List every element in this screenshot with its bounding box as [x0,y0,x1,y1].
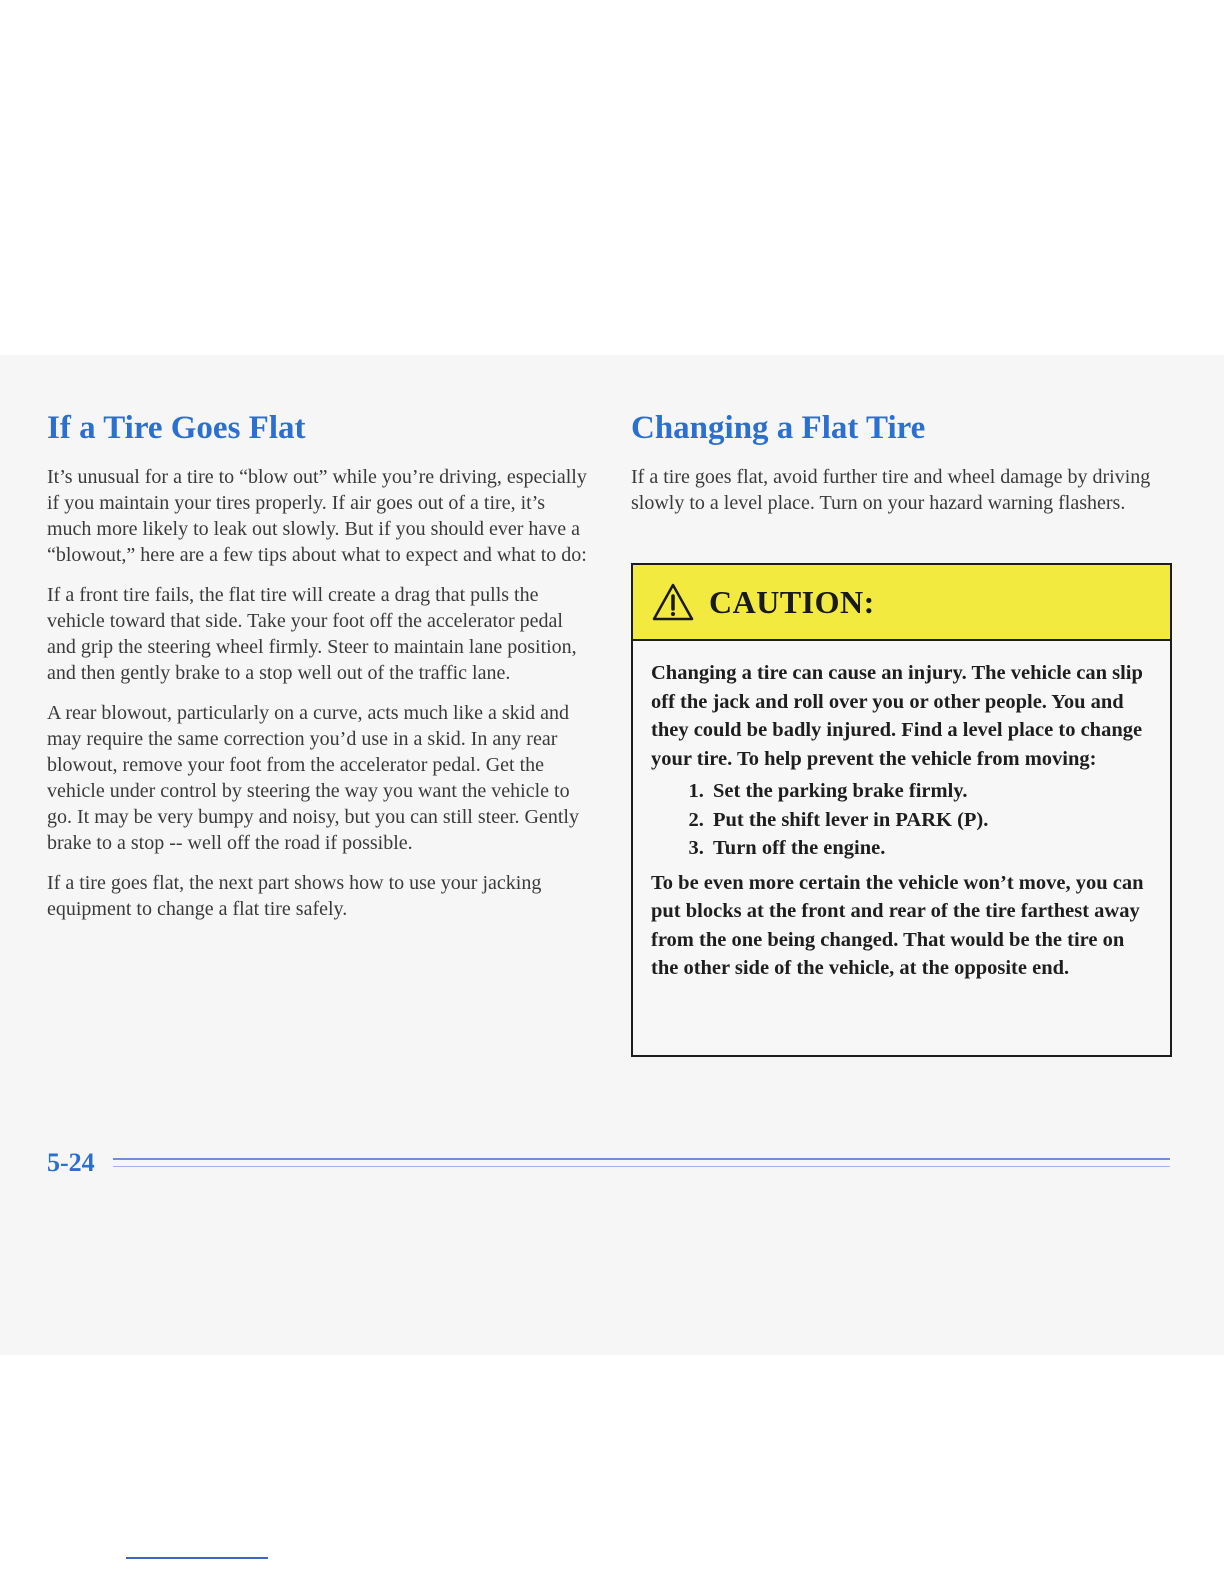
right-column [631,410,1176,530]
footer-rule-upper [113,1158,1170,1160]
paragraph-front-tire: If a front tire fails, the flat tire will create a drag that pulls the vehicle toward that side. Take your foot off the accelerator pedal and grip the steering wheel firmly. Steer to maintain lane position, and then gently brake to a stop well out of the traffic lane. [47,584,577,685]
caution-header [633,565,1170,641]
left-column [47,410,592,936]
bottom-underline [126,1557,268,1559]
caution-step: 2. Put the shift lever in PARK (P). [709,806,1152,835]
caution-box [631,563,1172,1057]
caution-title: CAUTION: [709,583,875,620]
warning-triangle-icon [651,582,695,622]
caution-step: 1. Set the parking brake firmly. [709,777,1152,806]
caution-closing-text: To be even more certain the vehicle won’t move, you can put blocks at the front and rear of the tire farthest away from the one being changed. That would be the tire on the other side of the vehicle, at the opposite end. [651,871,1144,979]
section-heading-tire-goes-flat: If a Tire Goes Flat [47,410,306,446]
caution-body [633,641,1170,983]
page-number: 5-24 [47,1148,95,1177]
section-heading-changing-flat: Changing a Flat Tire [631,410,926,446]
caution-step: 3. Turn off the engine. [709,834,1152,863]
paragraph-blowout-intro: It’s unusual for a tire to “blow out” while you’re driving, especially if you maintain your tires properly. If air goes out of a tire, it’s much more likely to leak out slowly. But if you should ever have a “blowout,” here are a few tips about what to expect and what to do: [47,466,587,567]
paragraph-rear-blowout: A rear blowout, particularly on a curve, acts much like a skid and may require the same correction you’d use in a skid. In any rear blowout, remove your foot from the accelerator pedal. Get the vehicle under control by steering the way you want the vehicle to go. It may be very bumpy and noisy, but you can still steer. Gently brake to a stop -- well off the road if possible. [47,702,579,855]
paragraph-changing-intro: If a tire goes flat, avoid further tire and wheel damage by driving slowly to a level place. Turn on your hazard warning flashers. [631,466,1151,515]
caution-warning-text: Changing a tire can cause an injury. The vehicle can slip off the jack and roll over you or other people. You and they could be badly injured. Find a level place to change your tire. To help prevent the vehicle from moving: [651,662,1143,770]
paragraph-next-part: If a tire goes flat, the next part shows how to use your jacking equipment to change a flat tire safely. [47,872,542,921]
caution-steps-list [651,777,1152,863]
footer-rule-lower [113,1166,1170,1167]
